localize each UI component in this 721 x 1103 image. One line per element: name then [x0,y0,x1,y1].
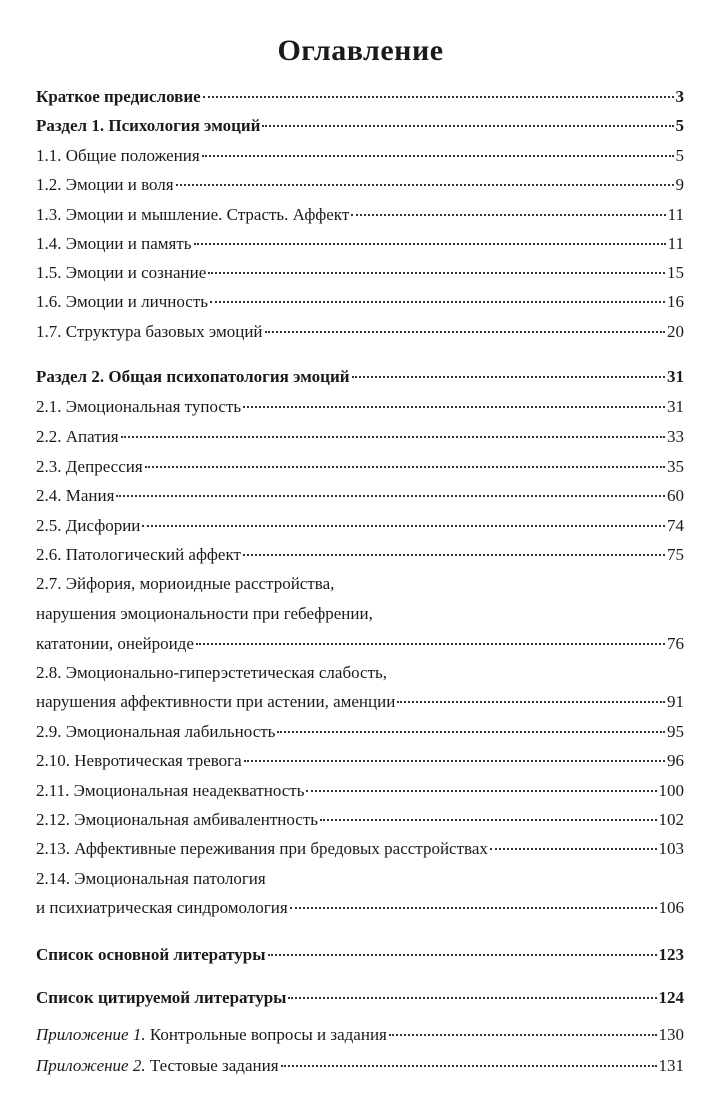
toc-entry-page: 35 [667,457,684,476]
toc-entry[interactable] [36,204,684,226]
dot-leader [196,643,665,645]
toc-entry[interactable] [36,897,684,919]
toc-entry-page: 123 [658,945,684,964]
toc-entry-title [36,750,242,772]
toc-entry[interactable] [36,750,684,772]
toc-entry[interactable] [36,1024,684,1046]
dot-leader [320,819,656,821]
dot-leader [142,525,665,527]
toc-entry[interactable] [36,174,684,196]
dot-leader [265,331,665,333]
toc-entry-title [36,515,140,537]
toc-entry-page: 16 [667,292,684,311]
toc-entry-title [36,1055,279,1077]
toc-entry-title [36,944,266,966]
toc-entry-prefix: Приложение 2. [36,1056,146,1075]
toc-entry[interactable] [36,115,684,137]
dot-leader [306,790,656,792]
dot-leader [262,125,673,127]
toc-entry-text: кататонии, онейроиде [36,634,194,653]
dot-leader [208,272,665,274]
toc-entry-page: 5 [675,116,684,135]
toc-entry-text: Список цитируемой литературы [36,988,287,1007]
toc-entry-title [36,987,286,1009]
dot-leader [121,436,665,438]
toc-entry[interactable] [36,485,684,507]
toc-entry-page: 20 [667,322,684,341]
toc-entry-page: 75 [667,545,684,564]
toc-entry-text: 2.5. Дисфории [36,516,141,535]
toc-entry[interactable] [36,1055,684,1077]
dot-leader [389,1034,657,1036]
dot-leader [244,760,665,762]
dot-leader [210,301,665,303]
toc-entry[interactable] [36,544,684,566]
toc-entry-text: 1.2. Эмоции и воля [36,175,174,194]
toc-entry-title [36,321,263,343]
toc-entry-page: 91 [667,692,684,711]
toc-entry-text: Список основной литературы [36,945,266,964]
toc-entry-text: 1.7. Структура базовых эмоций [36,322,263,341]
toc-entry-text: 2.3. Депрессия [36,457,143,476]
toc-entry-title [36,396,241,418]
toc-entry-text: Раздел 2. Общая психопатология эмоций [36,367,350,386]
dot-leader [277,731,665,733]
toc-entry-page: 96 [667,751,684,770]
dot-leader [281,1065,657,1067]
toc-entry[interactable] [36,233,684,255]
toc-entry-title [36,485,114,507]
toc-entry-page: 130 [658,1025,684,1044]
toc-entry-line: 2.7. Эйфория, мориоидные расстройства, [36,574,335,593]
dot-leader [352,376,665,378]
dot-leader [288,997,656,999]
toc-entry-text: 2.2. Апатия [36,427,119,446]
toc-entry-title [36,721,275,743]
toc-entry-text: 2.13. Аффективные переживания при бредовых расстройствах [36,839,488,858]
toc-entry-page: 76 [667,634,684,653]
dot-leader [116,495,665,497]
toc-entry-title [36,426,119,448]
toc-entry-text: 1.1. Общие положения [36,146,200,165]
dot-leader [351,214,665,216]
toc-entry-text: 1.4. Эмоции и память [36,234,192,253]
toc-entry-page: 9 [675,175,684,194]
toc-entry-title [36,145,200,167]
toc-entry-page: 11 [667,205,684,224]
toc-entry-text: Контрольные вопросы и задания [149,1025,387,1044]
toc-entry-text: 1.6. Эмоции и личность [36,292,209,311]
toc-entry[interactable] [36,691,684,713]
toc-entry-title [36,544,241,566]
toc-entry-title [36,456,143,478]
toc-entry-page: 74 [667,516,684,535]
toc-entry[interactable] [36,987,684,1009]
dot-leader [290,907,657,909]
toc-entry-line: нарушения эмоциональности при гебефрении, [36,604,373,623]
toc-entry-title [36,204,349,226]
toc-entry-text: и психиатрическая синдромология [36,898,288,917]
toc-entry-title [36,691,395,713]
dot-leader [397,701,665,703]
toc-entry-page: 103 [658,839,684,858]
toc-entry-title [36,86,201,108]
toc-entry-text: 2.6. Патологический аффект [36,545,241,564]
toc-entry-prefix: Приложение 1. [36,1025,146,1044]
toc-entry-title [36,809,318,831]
dot-leader [145,466,665,468]
toc-entry-text: Раздел 1. Психология эмоций [36,116,261,135]
toc-entry-text: Тестовые задания [149,1056,279,1075]
toc-entry[interactable] [36,633,684,655]
toc-entry-page: 15 [667,263,684,282]
toc-entry-title [36,780,304,802]
toc-entry[interactable] [36,721,684,743]
toc-entry-text: 2.12. Эмоциональная амбивалентность [36,810,319,829]
dot-leader [203,96,674,98]
toc-entry[interactable] [36,944,684,966]
toc-entry-title [36,838,488,860]
toc-entry[interactable] [36,838,684,860]
toc-entry-page: 31 [667,397,684,416]
dot-leader [243,406,665,408]
toc-entry-text: 2.11. Эмоциональная неадекватность [36,781,305,800]
toc-entry[interactable] [36,426,684,448]
toc-entry-title [36,291,208,313]
dot-leader [202,155,674,157]
dot-leader [243,554,665,556]
toc-entry-text: нарушения аффективности при астении, аменции [36,692,396,711]
toc-entry-page: 3 [675,87,684,106]
toc-entry-line: 2.8. Эмоционально-гиперэстетическая слабость, [36,663,387,682]
toc-entry-text: 1.3. Эмоции и мышление. Страсть. Аффект [36,205,350,224]
toc-entry-title [36,897,288,919]
dot-leader [194,243,666,245]
toc-entry-page: 31 [667,367,684,386]
toc-entry-page: 33 [667,427,684,446]
toc-entry[interactable] [36,809,684,831]
toc-entry-title [36,262,206,284]
toc-entry[interactable] [36,321,684,343]
dot-leader [268,954,657,956]
page-title: Оглавление [277,34,444,67]
toc-entry-page: 5 [675,146,684,165]
toc-entry-text: 2.9. Эмоциональная лабильность [36,722,276,741]
toc-entry[interactable] [36,456,684,478]
toc-entry-title [36,174,174,196]
toc-entry-page: 60 [667,486,684,505]
toc-entry-title [36,115,260,137]
toc-entry-title [36,366,350,388]
toc-entry-page: 102 [658,810,684,829]
toc-entry[interactable] [36,366,684,388]
toc-entry[interactable] [36,262,684,284]
toc-entry[interactable] [36,86,684,108]
toc-entry[interactable] [36,396,684,418]
dot-leader [490,848,657,850]
toc-entry[interactable] [36,291,684,313]
toc-entry-page: 100 [658,781,684,800]
toc-entry-page: 106 [658,898,684,917]
toc-entry-page: 124 [658,988,684,1007]
toc-entry-title [36,633,194,655]
toc-entry-page: 131 [658,1056,684,1075]
toc-entry-text: 2.10. Невротическая тревога [36,751,242,770]
toc-entry-text: 1.5. Эмоции и сознание [36,263,207,282]
toc-entry-text: 2.4. Мания [36,486,115,505]
toc-entry-text: 2.1. Эмоциональная тупость [36,397,242,416]
toc-entry[interactable] [36,780,684,802]
dot-leader [176,184,674,186]
toc-entry-page: 95 [667,722,684,741]
toc-entry-line: 2.14. Эмоциональная патология [36,869,266,888]
toc-entry-text: Краткое предисловие [36,87,201,106]
toc-entry-page: 11 [667,234,684,253]
toc-entry-title [36,1024,387,1046]
toc-entry-title [36,233,192,255]
toc-entry[interactable] [36,145,684,167]
toc-entry[interactable] [36,515,684,537]
